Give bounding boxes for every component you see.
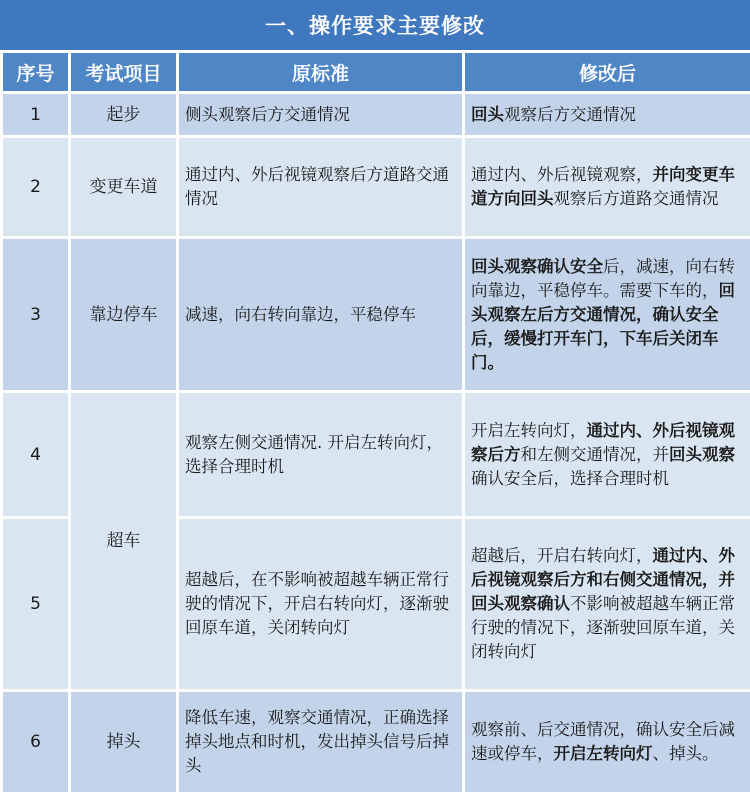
header-original: 原标准 [178, 52, 464, 93]
revised-bold: 回头 [471, 105, 504, 124]
row-revised [464, 238, 750, 392]
row-original: 侧头观察后方交通情况 [178, 93, 464, 137]
row-original: 减速，向右转向靠边，平稳停车 [178, 238, 464, 392]
revised-text: 超越后，开启右转向灯， [471, 546, 653, 565]
row-num: 1 [2, 93, 70, 137]
row-num: 4 [2, 392, 70, 518]
row-num: 2 [2, 137, 70, 238]
row-original: 超越后，在不影响被超越车辆正常行驶的情况下，开启右转向灯，逐渐驶回原车道，关闭转向灯 [178, 518, 464, 691]
revised-text: 和左侧交通情况，并 [521, 445, 670, 464]
row-item: 靠边停车 [70, 238, 178, 392]
table-row [2, 691, 750, 794]
table-row [2, 137, 750, 238]
row-num: 5 [2, 518, 70, 691]
row-revised [464, 518, 750, 691]
table-title: 一、操作要求主要修改 [0, 0, 750, 50]
revised-bold: 开启左转向灯 [554, 744, 653, 763]
row-original: 通过内、外后视镜观察后方道路交通情况 [178, 137, 464, 238]
table-row [2, 93, 750, 137]
revised-bold: 回头观察确认安全 [471, 257, 603, 276]
revised-text: 观察后方交通情况 [504, 105, 636, 124]
row-revised [464, 93, 750, 137]
row-original: 观察左侧交通情况. 开启左转向灯，选择合理时机 [178, 392, 464, 518]
row-item: 变更车道 [70, 137, 178, 238]
revised-text: 观察后方道路交通情况 [554, 189, 719, 208]
header-item: 考试项目 [70, 52, 178, 93]
row-revised [464, 691, 750, 794]
row-revised [464, 392, 750, 518]
table-row [2, 238, 750, 392]
revised-bold: 通过内、外后视镜观察后方 [471, 421, 735, 464]
row-revised [464, 137, 750, 238]
header-revised: 修改后 [464, 52, 750, 93]
row-num: 6 [2, 691, 70, 794]
revised-text: 观察前、后交通情况，确认安全后减速或停车， [471, 720, 735, 763]
table-row [2, 392, 750, 518]
row-item: 掉头 [70, 691, 178, 794]
revised-text: 后，减速，向右转向靠边，平稳停车。需要下车的， [471, 257, 735, 300]
revised-text: 确认安全后，选择合理时机 [471, 469, 669, 488]
rules-table [0, 50, 750, 795]
row-item: 起步 [70, 93, 178, 137]
row-original: 降低车速，观察交通情况，正确选择掉头地点和时机，发出掉头信号后掉头 [178, 691, 464, 794]
revised-bold: 回头观察左后方交通情况，确认安全后，缓慢打开车门，下车后关闭车门。 [471, 281, 735, 372]
revised-bold: 回头观察 [669, 445, 735, 464]
header-num: 序号 [2, 52, 70, 93]
revised-bold: 并向变更车道方向回头 [471, 165, 735, 208]
header-row [2, 52, 750, 93]
revised-text: 、掉头。 [653, 744, 719, 763]
revised-text: 不影响被超越车辆正常行驶的情况下，逐渐驶回原车道，关闭转向灯 [471, 594, 735, 661]
row-num: 3 [2, 238, 70, 392]
revised-text: 通过内、外后视镜观察， [471, 165, 653, 184]
revised-text: 开启左转向灯， [471, 421, 587, 440]
row-item: 超车 [70, 392, 178, 691]
revised-bold: 通过内、外后视镜观察后方和右侧交通情况，并回头观察确认 [471, 546, 735, 613]
